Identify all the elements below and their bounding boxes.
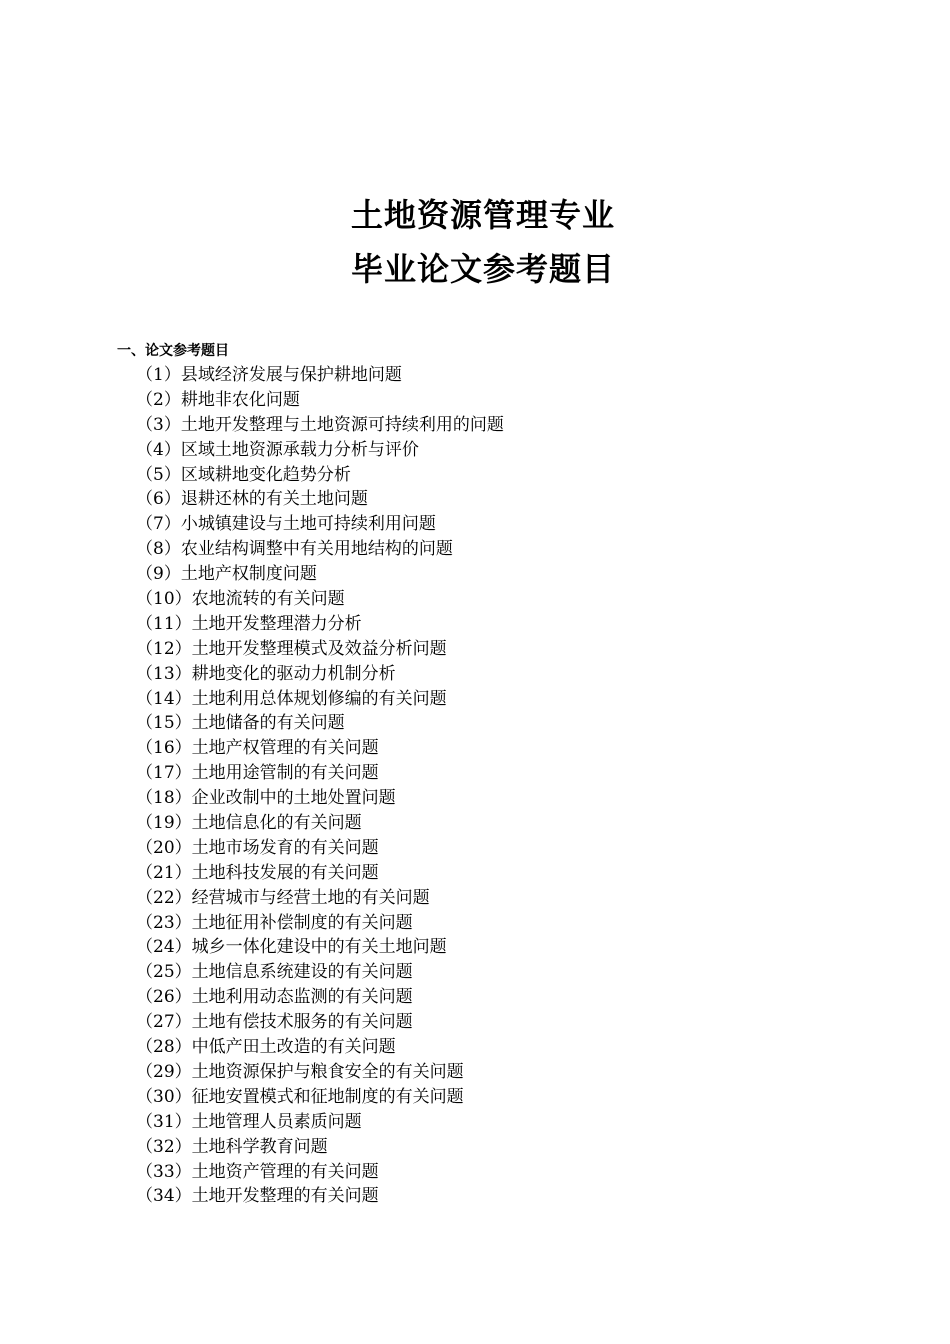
- topic-item: （28）中低产田土改造的有关问题: [136, 1037, 396, 1058]
- topic-item: （33）土地资产管理的有关问题: [136, 1161, 379, 1182]
- topic-item: （23）土地征用补偿制度的有关问题: [136, 912, 413, 933]
- topic-item: （14）土地利用总体规划修编的有关问题: [136, 688, 447, 709]
- topic-item: （5）区域耕地变化趋势分析: [136, 464, 351, 485]
- topic-item: （26）土地利用动态监测的有关问题: [136, 987, 413, 1008]
- topic-item: （15）土地储备的有关问题: [136, 713, 345, 734]
- section-heading: 一、论文参考题目: [117, 343, 229, 359]
- topic-item: （25）土地信息系统建设的有关问题: [136, 962, 413, 983]
- topic-item: （18）企业改制中的土地处置问题: [136, 788, 396, 809]
- topic-item: （2）耕地非农化问题: [136, 389, 300, 410]
- topic-item: （17）土地用途管制的有关问题: [136, 763, 379, 784]
- topic-item: （27）土地有偿技术服务的有关问题: [136, 1012, 413, 1033]
- document-title: [0, 188, 950, 296]
- topic-item: （11）土地开发整理潜力分析: [136, 613, 362, 634]
- topic-list: [136, 363, 504, 1209]
- topic-item: （34）土地开发整理的有关问题: [136, 1186, 379, 1207]
- topic-item: （13）耕地变化的驱动力机制分析: [136, 663, 396, 684]
- topic-item: （12）土地开发整理模式及效益分析问题: [136, 638, 447, 659]
- topic-item: （9）土地产权制度问题: [136, 564, 317, 585]
- title-line-2: 毕业论文参考题目: [350, 250, 615, 288]
- topic-item: （19）土地信息化的有关问题: [136, 813, 362, 834]
- topic-item: （20）土地市场发育的有关问题: [136, 837, 379, 858]
- topic-item: （3）土地开发整理与土地资源可持续利用的问题: [136, 414, 504, 435]
- topic-item: （22）经营城市与经营土地的有关问题: [136, 887, 430, 908]
- topic-item: （21）土地科技发展的有关问题: [136, 862, 379, 883]
- topic-item: （29）土地资源保护与粮食安全的有关问题: [136, 1061, 464, 1082]
- topic-item: （10）农地流转的有关问题: [136, 589, 345, 610]
- topic-item: （16）土地产权管理的有关问题: [136, 738, 379, 759]
- topic-item: （30）征地安置模式和征地制度的有关问题: [136, 1086, 464, 1107]
- title-line-1: 土地资源管理专业: [350, 196, 615, 234]
- topic-item: （31）土地管理人员素质问题: [136, 1111, 362, 1132]
- topic-item: （1）县域经济发展与保护耕地问题: [136, 365, 402, 385]
- topic-item: （8）农业结构调整中有关用地结构的问题: [136, 539, 453, 560]
- topic-item: （6）退耕还林的有关土地问题: [136, 489, 368, 510]
- topic-item: （24）城乡一体化建设中的有关土地问题: [136, 937, 447, 958]
- topic-item: （32）土地科学教育问题: [136, 1136, 328, 1157]
- topic-item: （4）区域土地资源承载力分析与评价: [136, 439, 419, 460]
- topic-item: （7）小城镇建设与土地可持续利用问题: [136, 514, 436, 535]
